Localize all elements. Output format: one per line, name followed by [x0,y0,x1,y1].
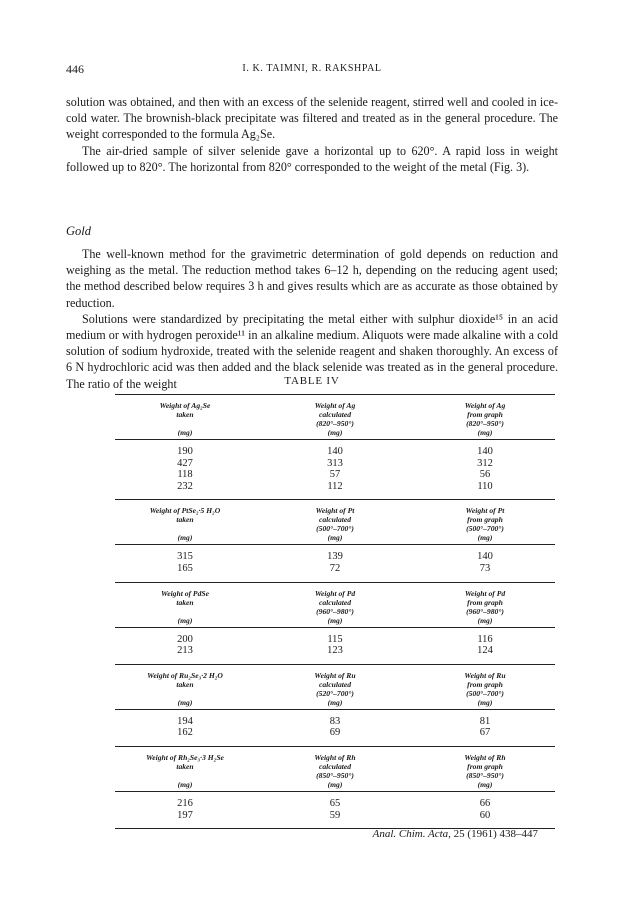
column-header-line: (850°–950°) [316,770,354,780]
table-body [115,792,555,828]
table-cell: 216 [177,797,193,809]
column-header-line: Weight of Ag₂Se [159,401,211,410]
column-header-line: (850°–950°) [466,770,504,780]
column-header-line: Weight of Ag [464,401,506,410]
column-header-line: taken [176,679,194,689]
table-cell: 123 [327,645,343,657]
column-header-line: (960°–980°) [316,606,354,616]
table-header-row [115,500,555,544]
table-row [115,645,555,657]
column-header-line: (mg) [327,533,343,543]
column-header-line: Weight of Ru [464,670,506,680]
table-cell: 165 [177,562,193,574]
column-header-line: Weight of PtSe₂·5 H₂O [149,506,221,516]
column-header-line: Weight of Rh [314,752,356,762]
column-header-line: Weight of Pt [465,506,505,516]
table-row [115,446,555,458]
column-header-line: (mg) [177,428,193,437]
table-cell: 427 [177,457,193,469]
table-cell: 83 [329,715,341,727]
table-row [115,634,555,646]
table-cell: 118 [177,469,193,481]
paragraph: Solutions were standardized by precipitating the metal either with sulphur dioxide¹⁵ in an acid medium or with hydrogen peroxide¹¹ in an alkaline medium. Aliquots were made alkaline with a cold solution of sodium hydroxide, treated with the selenide reagent and shaken thoroughly. An excess of 6 N hydrochloric acid was then added and the black selenide was treated as in the general procedure. The ratio of the weight [66,311,558,391]
table-header-row [115,665,555,709]
table-cell: 194 [177,715,193,727]
column-header-line [115,689,255,698]
table-body [115,628,555,664]
table-cell: 110 [477,480,493,492]
column-header-line: (mg) [327,779,343,789]
column-header [115,401,255,437]
column-header-line: Weight of PdSe [161,588,209,598]
column-header-line: Weight of Ag [314,401,356,410]
column-header-line: (mg) [477,533,493,543]
column-header [265,589,405,625]
column-header-line: Weight of Pd [314,588,356,598]
table-cell: 312 [477,457,493,469]
table-cell: 56 [479,469,491,481]
table-header-row [115,747,555,791]
column-header-line: calculated [318,410,352,419]
column-header [115,589,255,625]
column-header [415,506,555,542]
column-header-line: from graph [467,410,503,419]
table-cell: 315 [177,551,193,563]
table-cell: 140 [327,446,343,457]
running-header [66,62,558,78]
page-number: 446 [66,62,84,76]
table-row [115,810,555,822]
column-header [265,753,405,789]
data-table [115,394,555,829]
column-header [115,506,255,542]
paragraph: The well-known method for the gravimetric determination of gold depends on reduction and weighing as the metal. The reduction method takes 6–12 h, depending on the reducing agent used; the method described below requires 3 h and gives results which are as accurate as those obtained by reduction. [66,247,558,310]
column-header-line: (500°–700°) [466,524,504,534]
table-row [115,563,555,575]
column-header-line [115,524,255,533]
column-header-line: Weight of Ru₂Se₃·2 H₂O [147,670,223,680]
column-header-line: (mg) [177,779,193,789]
table-header-row [115,395,555,439]
column-header-line: (mg) [477,428,493,437]
journal-name: Anal. Chim. Acta, [372,828,451,840]
column-header-line: (mg) [477,615,493,625]
column-header-line: Weight of Ru [314,670,356,680]
column-header-line: Weight of Pd [464,588,506,598]
table-cell: 200 [177,633,193,645]
table-body [115,440,555,499]
column-header-line [115,607,255,616]
table-row [115,727,555,739]
column-header-line: (mg) [327,615,343,625]
table-cell: 124 [477,645,493,657]
table-cell: 59 [329,809,341,821]
table-row [115,458,555,470]
column-header-line: from graph [467,597,503,607]
column-header [265,506,405,542]
table-cell: 213 [177,645,193,657]
table-row [115,716,555,728]
table-cell: 115 [327,633,343,645]
table-cell: 60 [479,809,491,821]
table-cell: 66 [479,797,491,809]
table-cell: 65 [329,797,341,809]
column-header-line: calculated [318,679,352,689]
column-header-line: (520°–700°) [316,688,354,698]
column-header-line [115,419,255,428]
column-header-line: (mg) [177,533,193,543]
table-cell: 73 [479,562,491,574]
table-row [115,481,555,493]
column-header-line: calculated [318,761,352,771]
column-header-line: taken [176,761,194,771]
table-cell: 140 [477,551,493,563]
column-header-line: (mg) [477,779,493,789]
table-cell: 69 [329,727,341,739]
column-header [415,589,555,625]
journal-volume-pages: 25 (1961) 438–447 [453,828,538,840]
table-cell: 72 [329,562,341,574]
column-header-line: (mg) [177,615,193,625]
column-header-line: (500°–700°) [466,688,504,698]
column-header-line: (820°–950°) [466,419,504,428]
column-header-line: (820°–950°) [316,419,354,428]
table-cell: 112 [327,480,343,492]
table-cell: 162 [177,727,193,739]
column-header [265,401,405,437]
table-cell: 57 [329,469,341,481]
table-cell: 232 [177,480,193,492]
table-body [115,545,555,581]
column-header-line: taken [176,515,194,525]
column-header-line: taken [176,410,194,419]
paragraph: The air-dried sample of silver selenide gave a horizontal up to 620°. A rapid loss in weight followed up to 820°. The horizontal from 820° corresponded to the weight of the metal (Fig. 3). [66,143,558,174]
column-header-line: calculated [318,597,352,607]
column-header-line: (960°–980°) [466,606,504,616]
column-header-line [115,771,255,780]
table-cell: 197 [177,809,193,821]
section-heading: Gold [66,224,91,238]
column-header [415,671,555,707]
column-header-line: Weight of Pt [315,506,355,516]
column-header [415,401,555,437]
paragraph: solution was obtained, and then with an excess of the selenide reagent, stirred well and cooled in ice-cold water. The brownish-black precipitate was filtered and treated as in the general procedure. The weight corresponded to the formula Ag₂Se. [66,95,558,142]
column-header-line: (mg) [477,697,493,707]
table-cell: 67 [479,727,491,739]
column-header-line: (mg) [327,428,343,437]
text-block-top [66,94,558,175]
column-header-line: (mg) [177,697,193,707]
column-header-line: taken [176,597,194,607]
column-header-line: from graph [467,761,503,771]
table-cell: 190 [177,446,193,457]
column-header-line: from graph [467,679,503,689]
column-header-line: Weight of Rh [464,752,506,762]
table-header-row [115,583,555,627]
column-header-line: (mg) [327,697,343,707]
column-header [115,671,255,707]
table-row [115,551,555,563]
table-body [115,710,555,746]
table-caption: TABLE IV [284,375,340,387]
table-cell: 140 [477,446,493,457]
column-header-line: (500°–700°) [316,524,354,534]
table-row [115,469,555,481]
table-row [115,798,555,810]
table-cell: 116 [477,633,493,645]
table-cell: 313 [327,457,343,469]
column-header-line: calculated [318,515,352,525]
column-header [415,753,555,789]
journal-citation [373,828,538,840]
column-header-line: Weight of Rh₂Se₃·3 H₂Se [146,752,224,762]
column-header-line: from graph [467,515,503,525]
table-cell: 81 [479,715,491,727]
column-header [115,753,255,789]
column-header [265,671,405,707]
table-cell: 139 [327,551,343,563]
text-block-gold [66,246,558,392]
running-title-authors: I. K. TAIMNI, R. RAKSHPAL [242,63,382,74]
